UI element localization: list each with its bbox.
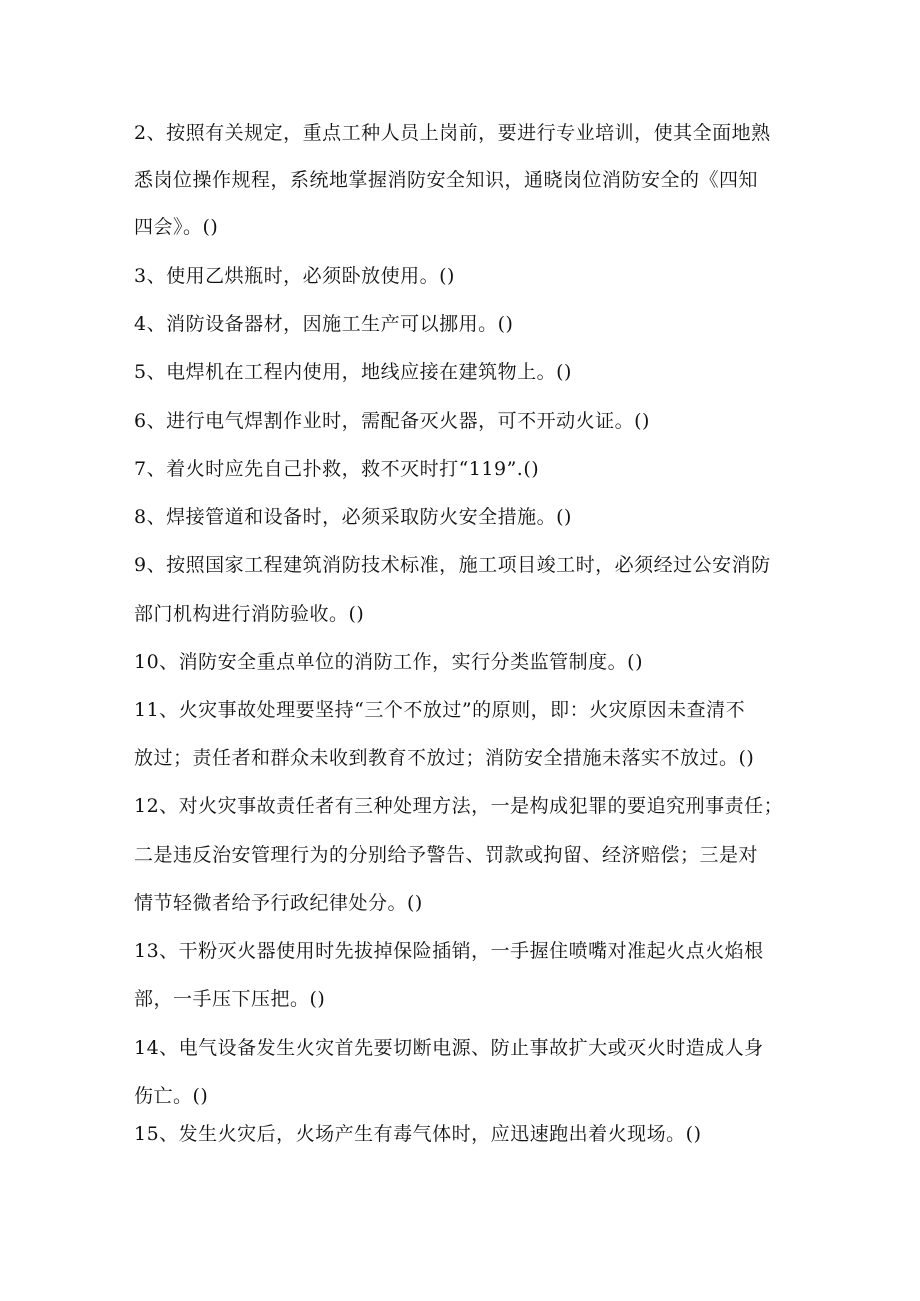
text-line: 2、按照有关规定，重点工种人员上岗前，要进行专业培训，使其全面地熟 [134, 122, 771, 144]
text-line: 6、进行电气焊割作业时，需配备灭火器，可不开动火证。() [134, 410, 650, 432]
text-line: 10、消防安全重点单位的消防工作，实行分类监管制度。() [134, 651, 644, 673]
text-line: 四会》。() [134, 216, 219, 238]
text-line: 13、干粉灭火器使用时先拔掉保险插销，一手握住喷嘴对准起火点火焰根 [134, 940, 764, 962]
text-line: 8、焊接管道和设备时，必须采取防火安全措施。() [134, 506, 572, 528]
text-line: 5、电焊机在工程内使用，地线应接在建筑物上。() [134, 361, 572, 383]
text-line: 11、火灾事故处理要坚持“三个不放过”的原则，即：火灾原因未查清不 [134, 699, 746, 721]
text-line: 部，一手压下压把。() [134, 988, 326, 1010]
text-line: 悉岗位操作规程，系统地掌握消防安全知识，通晓岗位消防安全的《四知 [134, 169, 759, 191]
text-line: 二是违反治安管理行为的分别给予警告、罚款或拘留、经济赔偿；三是对 [134, 844, 759, 866]
text-line: 放过；责任者和群众未收到教育不放过；消防安全措施未落实不放过。() [134, 747, 755, 769]
text-line: 15、发生火灾后，火场产生有毒气体时，应迅速跑出着火现场。() [134, 1123, 702, 1145]
text-line: 部门机构进行消防验收。() [134, 603, 365, 625]
text-line: 3、使用乙烘瓶时，必须卧放使用。() [134, 265, 455, 287]
text-line: 伤亡。() [134, 1085, 209, 1107]
text-line: 7、着火时应先自己扑救，救不灭时打“119”.() [134, 458, 540, 480]
text-line: 14、电气设备发生火灾首先要切断电源、防止事故扩大或灭火时造成人身 [134, 1037, 764, 1059]
text-line: 12、对火灾事故责任者有三种处理方法，一是构成犯罪的要追究刑事责任； [134, 795, 784, 817]
text-line: 4、消防设备器材，因施工生产可以挪用。() [134, 313, 514, 335]
text-line: 情节轻微者给予行政纪律处分。() [134, 892, 423, 914]
text-line: 9、按照国家工程建筑消防技术标准，施工项目竣工时，必须经过公安消防 [134, 554, 771, 576]
